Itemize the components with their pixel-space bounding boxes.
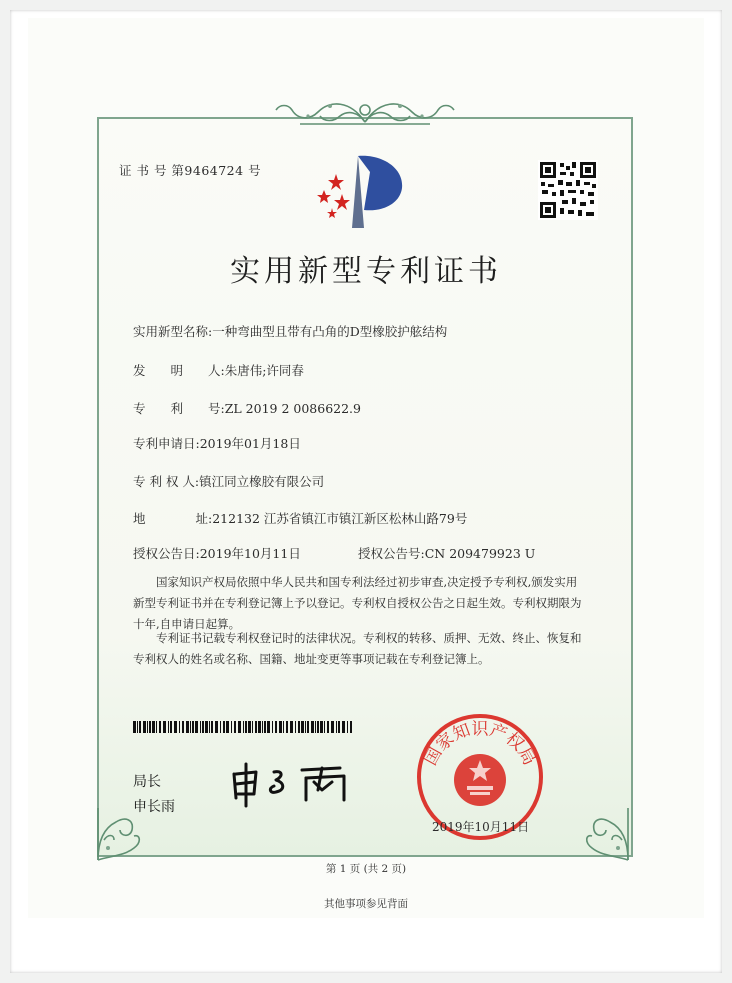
signature-name: 申长雨 xyxy=(133,799,175,815)
field-utility-model-name xyxy=(133,322,447,340)
field-value: 一种弯曲型且带有凸角的D型橡胶护舷结构 xyxy=(212,324,448,339)
field-patent-number xyxy=(133,399,361,417)
grant-date-label: 授权公告日: xyxy=(133,546,200,561)
certificate-title: 实用新型专利证书 xyxy=(230,254,502,289)
grant-number xyxy=(358,544,535,562)
grant-number-value: CN 209479923 U xyxy=(424,546,536,561)
field-address xyxy=(133,509,467,527)
field-value: 2019年01月18日 xyxy=(199,436,301,451)
certificate-number: 证 书 号 第9464724 号 xyxy=(119,163,262,178)
patent-office-logo xyxy=(312,150,408,232)
barcode xyxy=(133,721,353,733)
bottom-right-ornament xyxy=(580,800,636,862)
top-ornament xyxy=(270,96,460,130)
field-patentee xyxy=(133,472,324,490)
field-label: 专利申请日: xyxy=(133,436,200,451)
page-number: 第 1 页 (共 2 页) xyxy=(325,863,407,875)
grant-date xyxy=(133,544,301,562)
field-application-date xyxy=(133,434,301,452)
statement-paragraph-2: 专利证书记载专利权登记时的法律状况。专利权的转移、质押、无效、终止、恢复和专利权人的姓名或名称、国籍、地址变更等事项记载在专利登记簿上。 xyxy=(133,631,582,666)
field-value: 镇江同立橡胶有限公司 xyxy=(199,474,325,489)
field-label: 地 址: xyxy=(133,511,213,526)
field-value: 朱唐伟;许同春 xyxy=(224,363,304,378)
stamp-date: 2019年10月11日 xyxy=(432,820,530,834)
handwritten-signature xyxy=(228,760,358,810)
statement-paragraph-1: 国家知识产权局依照中华人民共和国专利法经过初步审查,决定授予专利权,颁发实用新型专利证书并在专利登记簿上予以登记。专利权自授权公告之日起生效。专利权期限为十年,自申请日起算。 xyxy=(133,575,582,631)
grant-date-value: 2019年10月11日 xyxy=(199,546,301,561)
footer-note: 其他事项参见背面 xyxy=(324,898,408,910)
field-inventor xyxy=(133,361,304,379)
signature-title: 局长 xyxy=(133,774,161,790)
stamp-text: 国家知识产权局 xyxy=(420,719,540,769)
field-label: 实用新型名称: xyxy=(133,324,213,339)
field-label: 专 利 权 人: xyxy=(133,474,200,489)
field-value: 212132 江苏省镇江市镇江新区松林山路79号 xyxy=(212,511,468,526)
field-label: 专 利 号: xyxy=(133,401,225,416)
field-label: 发 明 人: xyxy=(133,363,225,378)
grant-number-label: 授权公告号: xyxy=(358,546,425,561)
qr-code-icon xyxy=(538,160,598,220)
field-value: ZL 2019 2 0086622.9 xyxy=(224,401,361,416)
